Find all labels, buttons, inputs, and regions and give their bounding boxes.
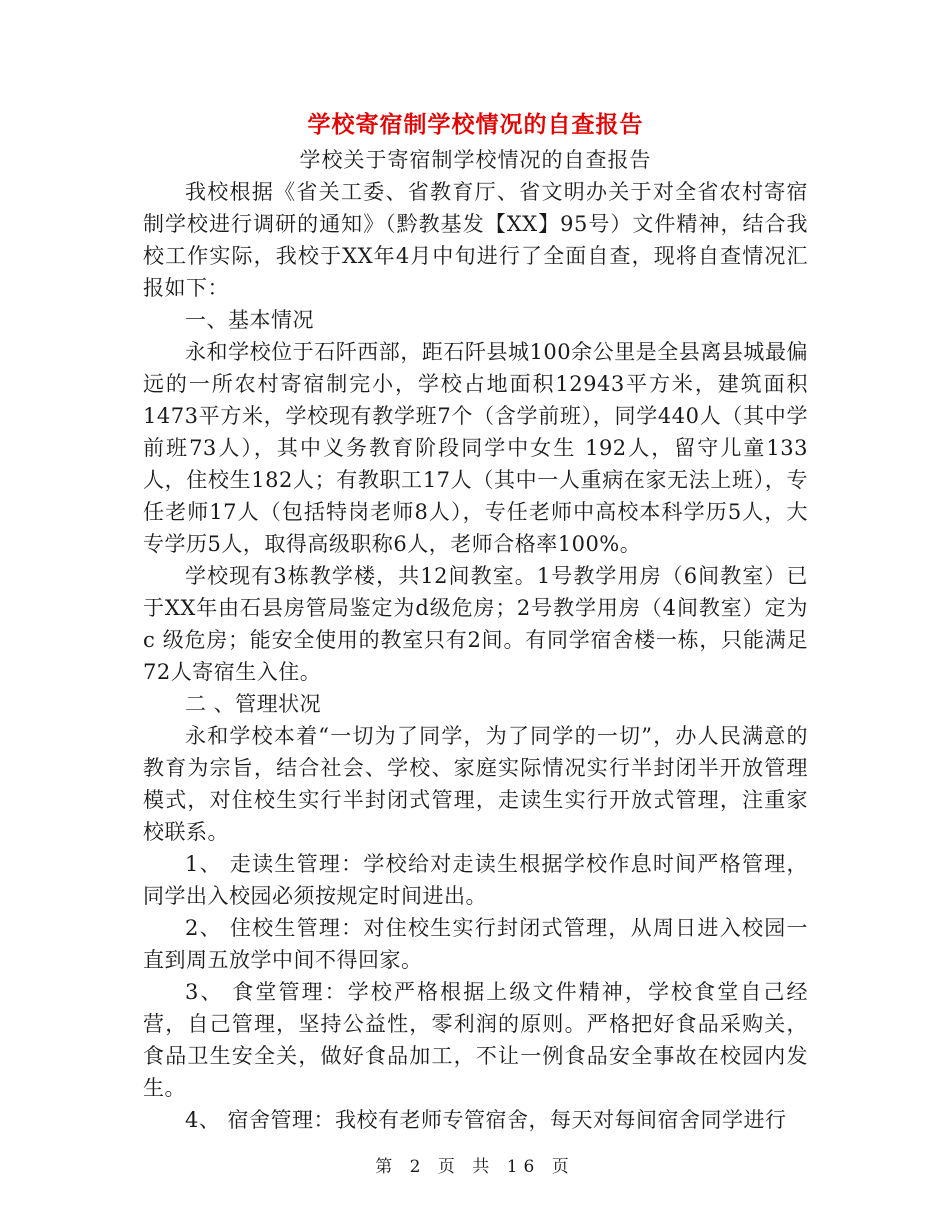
list-item-canteen: 3、 食堂管理：学校严格根据上级文件精神，学校食堂自己经营，自己管理，坚持公益性，零利润的原则。严格把好食品采购关，食品卫生安全关，做好食品加工，不让一例食品安全事故在校园内发生。 <box>143 980 808 1100</box>
buildings-paragraph: 学校现有3栋教学楼，共12间教室。1号教学用房（6间教室）已于XX年由石县房管局鉴定为d级危房；2号教学用房（4间教室）定为c 级危房；能安全使用的教室只有2间。有同学宿舍楼一栋，只能满足72人寄宿生入住。 <box>143 564 808 684</box>
basic-info-paragraph: 永和学校位于石阡西部，距石阡县城100余公里是全县离县城最偏远的一所农村寄宿制完小，学校占地面积12943平方米，建筑面积1473平方米，学校现有教学班7个（含学前班），同学440人（其中学前班73人），其中义务教育阶段同学中女生 192人，留守儿童133人，住校生182人；有教职工17人（其中一人重病在家无法上班），专任老师17人（包括特岗老师8人），专任老师中高校本科学历5人，大专学历5人，取得高级职称6人，老师合格率100%。 <box>143 340 808 556</box>
section-heading-management: 二 、管理状况 <box>185 692 322 716</box>
intro-paragraph: 我校根据《省关工委、省教育厅、省文明办关于对全省农村寄宿制学校进行调研的通知》（黔教基发【XX】95号）文件精神，结合我校工作实际，我校于XX年4月中旬进行了全面自查，现将自查情况汇报如下： <box>143 180 808 300</box>
list-item-day-students: 1、 走读生管理：学校给对走读生根据学校作息时间严格管理，同学出入校园必须按规定时间进出。 <box>143 852 808 908</box>
document-subtitle: 学校关于寄宿制学校情况的自查报告 <box>299 148 652 172</box>
section-heading-basic: 一、基本情况 <box>185 308 314 332</box>
page-number-footer: 第 2 页 共 16 页 <box>375 1157 575 1177</box>
document-body <box>143 108 808 1136</box>
list-item-dormitory: 4、 宿舍管理：我校有老师专管宿舍，每天对每间宿舍同学进行 <box>185 1108 787 1132</box>
management-paragraph: 永和学校本着“一切为了同学，为了同学的一切”，办人民满意的教育为宗旨，结合社会、学校、家庭实际情况实行半封闭半开放管理模式，对住校生实行半封闭式管理，走读生实行开放式管理，注重家校联系。 <box>143 724 808 844</box>
document-title: 学校寄宿制学校情况的自查报告 <box>307 111 644 138</box>
list-item-boarders: 2、 住校生管理：对住校生实行封闭式管理，从周日进入校园一直到周五放学中间不得回家。 <box>143 916 808 972</box>
